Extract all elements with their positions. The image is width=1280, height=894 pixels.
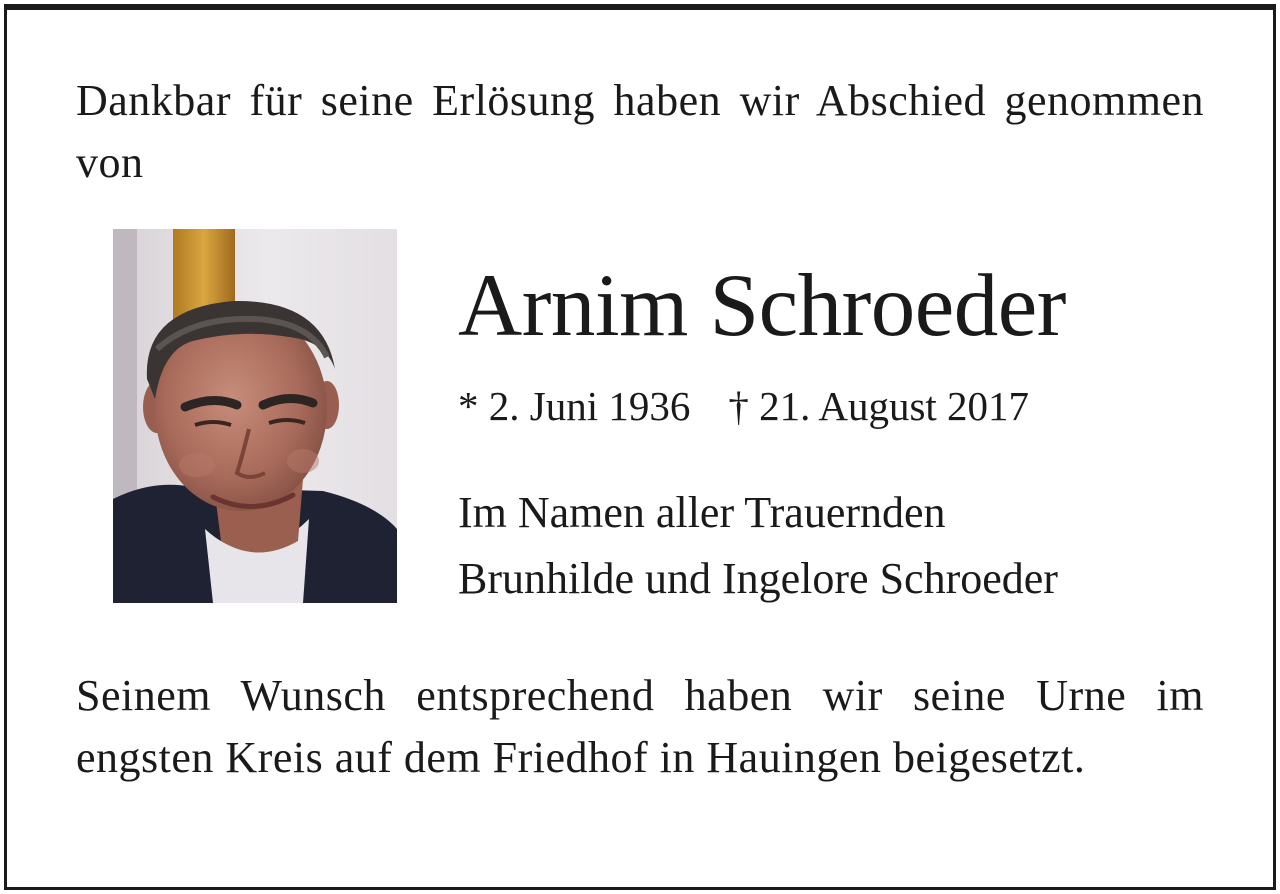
- mourners-line-2: Brunhilde und Ingelore Schroeder: [458, 554, 1058, 603]
- portrait-image: [113, 229, 397, 603]
- intro-text: Dankbar für seine Erlösung haben wir Abschied genommen von: [76, 76, 1204, 187]
- death-date: † 21. August 2017: [728, 383, 1030, 429]
- deceased-name: Arnim Schroeder: [458, 257, 1066, 355]
- birth-date: * 2. Juni 1936: [458, 383, 691, 429]
- portrait-photo: [113, 229, 397, 603]
- mourners-block: [458, 480, 1058, 612]
- closing-text: Seinem Wunsch entsprechend haben wir seine Urne im engsten Kreis auf dem Friedhof in Hauingen beigesetzt.: [76, 671, 1204, 782]
- life-dates: [458, 378, 1029, 434]
- mourners-line-1: Im Namen aller Trauernden: [458, 488, 946, 537]
